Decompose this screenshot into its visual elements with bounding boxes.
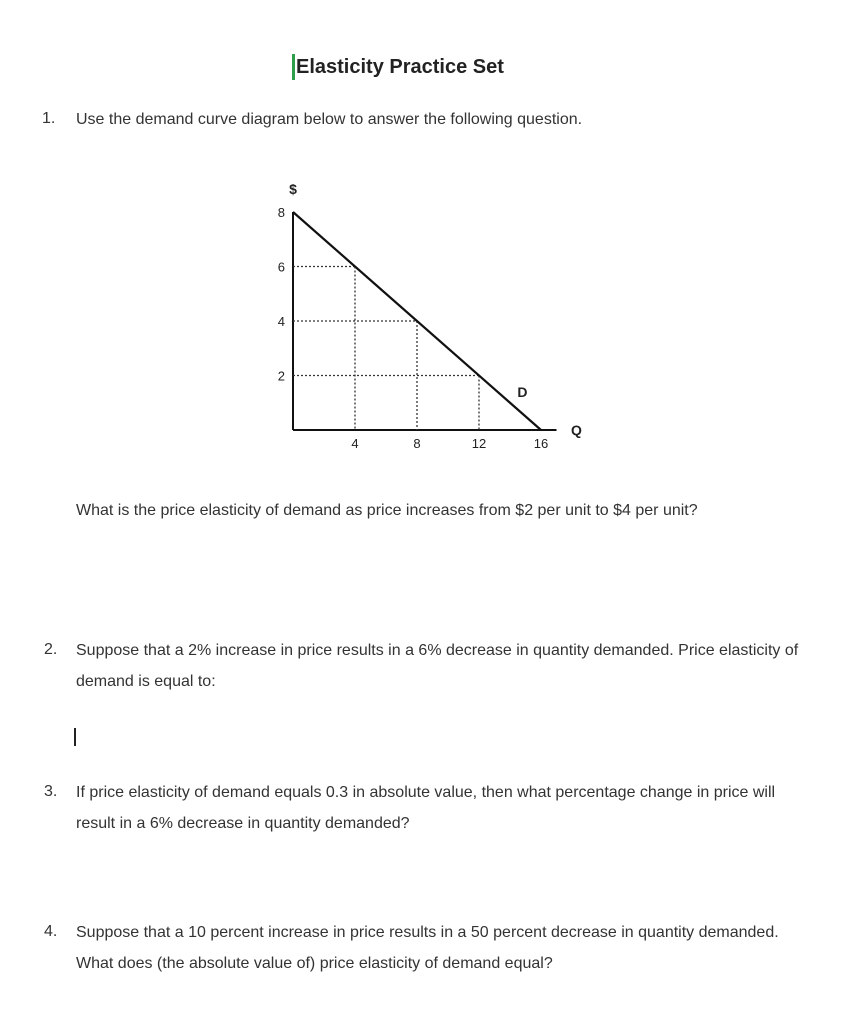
- question-2-text: Suppose that a 2% increase in price results in a 6% decrease in quantity demanded. Price elasticity of demand is equal to:: [76, 642, 799, 690]
- question-4-text: Suppose that a 10 percent increase in price results in a 50 percent decrease in quantity demanded. What does (the absolute value of) price elasticity of demand equal?: [76, 924, 779, 972]
- y-tick-label-6: 6: [277, 259, 285, 275]
- question-3-text: If price elasticity of demand equals 0.3 in absolute value, then what percentage change in price will result in a 6% decrease in quantity demanded?: [76, 784, 776, 832]
- question-3-number: 3.: [44, 783, 58, 800]
- y-axis-title: $: [289, 181, 297, 197]
- question-4-number: 4.: [44, 923, 58, 940]
- question-1-text: Use the demand curve diagram below to answer the following question.: [76, 111, 583, 128]
- question-1-followup: What is the price elasticity of demand as price increases from $2 per unit to $4 per unit?: [76, 502, 698, 519]
- x-axis-title: Q: [571, 422, 582, 438]
- y-tick-label-8: 8: [277, 205, 285, 220]
- x-tick-label-4: 4: [351, 436, 359, 451]
- demand-curve-label: D: [517, 383, 528, 400]
- text-caret[interactable]: [74, 728, 76, 746]
- y-tick-label-4: 4: [277, 314, 285, 329]
- x-tick-label-12: 12: [471, 436, 487, 451]
- page-title: Elasticity Practice Set: [296, 56, 504, 78]
- x-tick-label-16: 16: [533, 436, 549, 451]
- question-2-number: 2.: [44, 641, 58, 658]
- question-1-number: 1.: [42, 110, 56, 127]
- y-tick-label-2: 2: [277, 368, 285, 384]
- x-tick-label-8: 8: [413, 436, 421, 451]
